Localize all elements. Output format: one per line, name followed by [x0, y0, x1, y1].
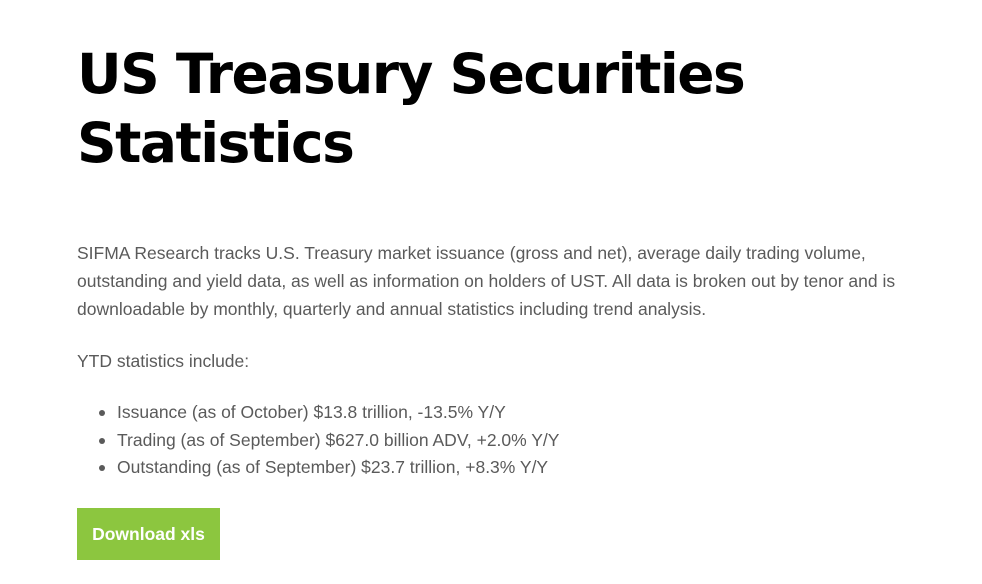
stat-issuance-text: Issuance (as of October) $13.8 trillion, -13.5% Y/Y: [117, 402, 506, 422]
ytd-stats-label: YTD statistics include:: [77, 351, 250, 371]
stat-issuance: [117, 399, 559, 427]
ytd-stats-list: [77, 399, 559, 482]
page-title: [77, 40, 957, 178]
bullet-icon: [99, 465, 105, 471]
bullet-icon: [99, 438, 105, 444]
download-xls-button[interactable]: Download xls: [77, 508, 220, 560]
stat-trading: [117, 427, 559, 455]
stat-outstanding-text: Outstanding (as of September) $23.7 trillion, +8.3% Y/Y: [117, 457, 549, 477]
stat-trading-text: Trading (as of September) $627.0 billion ADV, +2.0% Y/Y: [117, 429, 560, 450]
intro-paragraph: SIFMA Research tracks U.S. Treasury market issuance (gross and net), average daily trading volume, outstanding and yield data, as well as information on holders of UST. All data is broken out by tenor and is downloadable by monthly, quarterly and annual statistics including trend analysis.: [77, 243, 896, 319]
bullet-icon: [99, 410, 105, 416]
stat-outstanding: [117, 454, 559, 482]
page-title-line-2: Statistics: [77, 111, 354, 175]
page-title-line-1: US Treasury Securities: [77, 42, 745, 106]
main-content: [77, 40, 957, 544]
